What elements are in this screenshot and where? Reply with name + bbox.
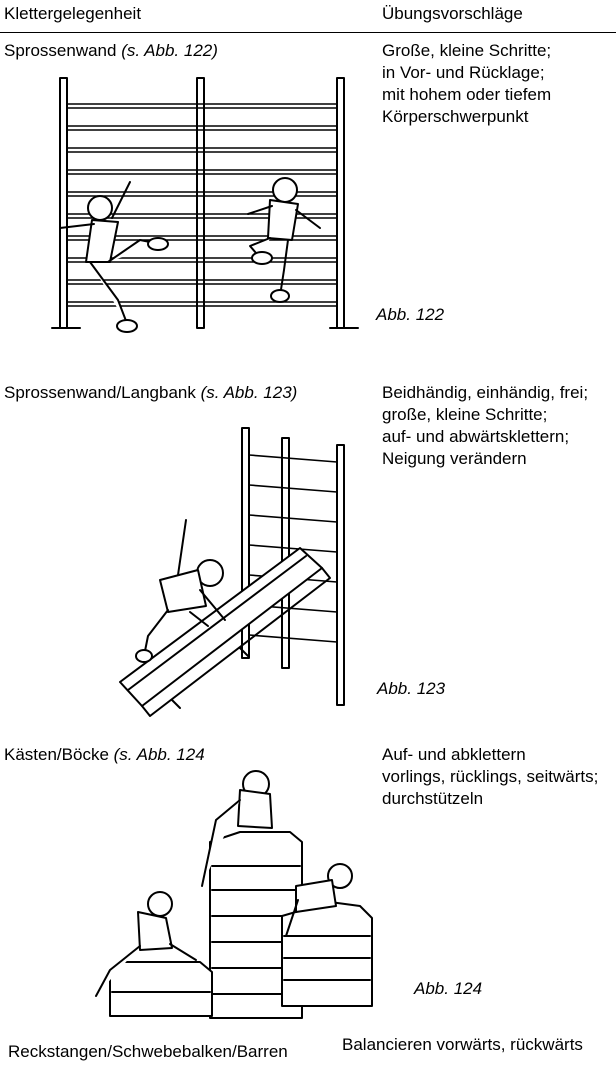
column-header-suggestions: Übungsvorschläge bbox=[382, 4, 523, 23]
row-3-figure-ref: (s. Abb. 124 bbox=[113, 745, 205, 764]
row-1-caption: Abb. 122 bbox=[376, 305, 445, 324]
row-2-apparatus-label: Sprossenwand/Langbank bbox=[4, 383, 196, 402]
row-1-suggestion: in Vor- und Rücklage; bbox=[382, 63, 545, 82]
row-4-apparatus: Reckstangen/Schwebebalken/Barren bbox=[8, 1042, 288, 1061]
row-1-suggestion: Körperschwerpunkt bbox=[382, 107, 529, 126]
row-2-figure-ref: (s. Abb. 123) bbox=[200, 383, 298, 402]
row-2-caption: Abb. 123 bbox=[377, 679, 446, 698]
row-3-suggestion: Auf- und abklettern bbox=[382, 745, 526, 764]
row-3-suggestion: vorlings, rücklings, seitwärts; bbox=[382, 767, 599, 786]
column-header-apparatus: Klettergelegenheit bbox=[4, 4, 142, 23]
row-1-suggestion: Große, kleine Schritte; bbox=[382, 41, 552, 60]
row-2-suggestion: auf- und abwärtsklettern; bbox=[382, 427, 570, 446]
row-3-apparatus-label: Kästen/Böcke bbox=[4, 745, 109, 764]
row-3-caption: Abb. 124 bbox=[414, 979, 483, 998]
row-2-suggestion: Beidhändig, einhändig, frei; bbox=[382, 383, 589, 402]
row-3-suggestion: durchstützeln bbox=[382, 789, 484, 808]
figure-124-boxes bbox=[96, 771, 372, 1018]
row-1-suggestion: mit hohem oder tiefem bbox=[382, 85, 552, 104]
row-2-suggestion: Neigung verändern bbox=[382, 449, 527, 468]
row-4-suggestion: Balancieren vorwärts, rückwärts bbox=[342, 1035, 583, 1054]
figure-122-wall-bars bbox=[52, 78, 358, 332]
row-2-suggestion: große, kleine Schritte; bbox=[382, 405, 548, 424]
figure-123-wall-bars-bench bbox=[120, 428, 344, 716]
row-1-figure-ref: (s. Abb. 122) bbox=[121, 41, 218, 60]
row-1-apparatus-label: Sprossenwand bbox=[4, 41, 117, 60]
